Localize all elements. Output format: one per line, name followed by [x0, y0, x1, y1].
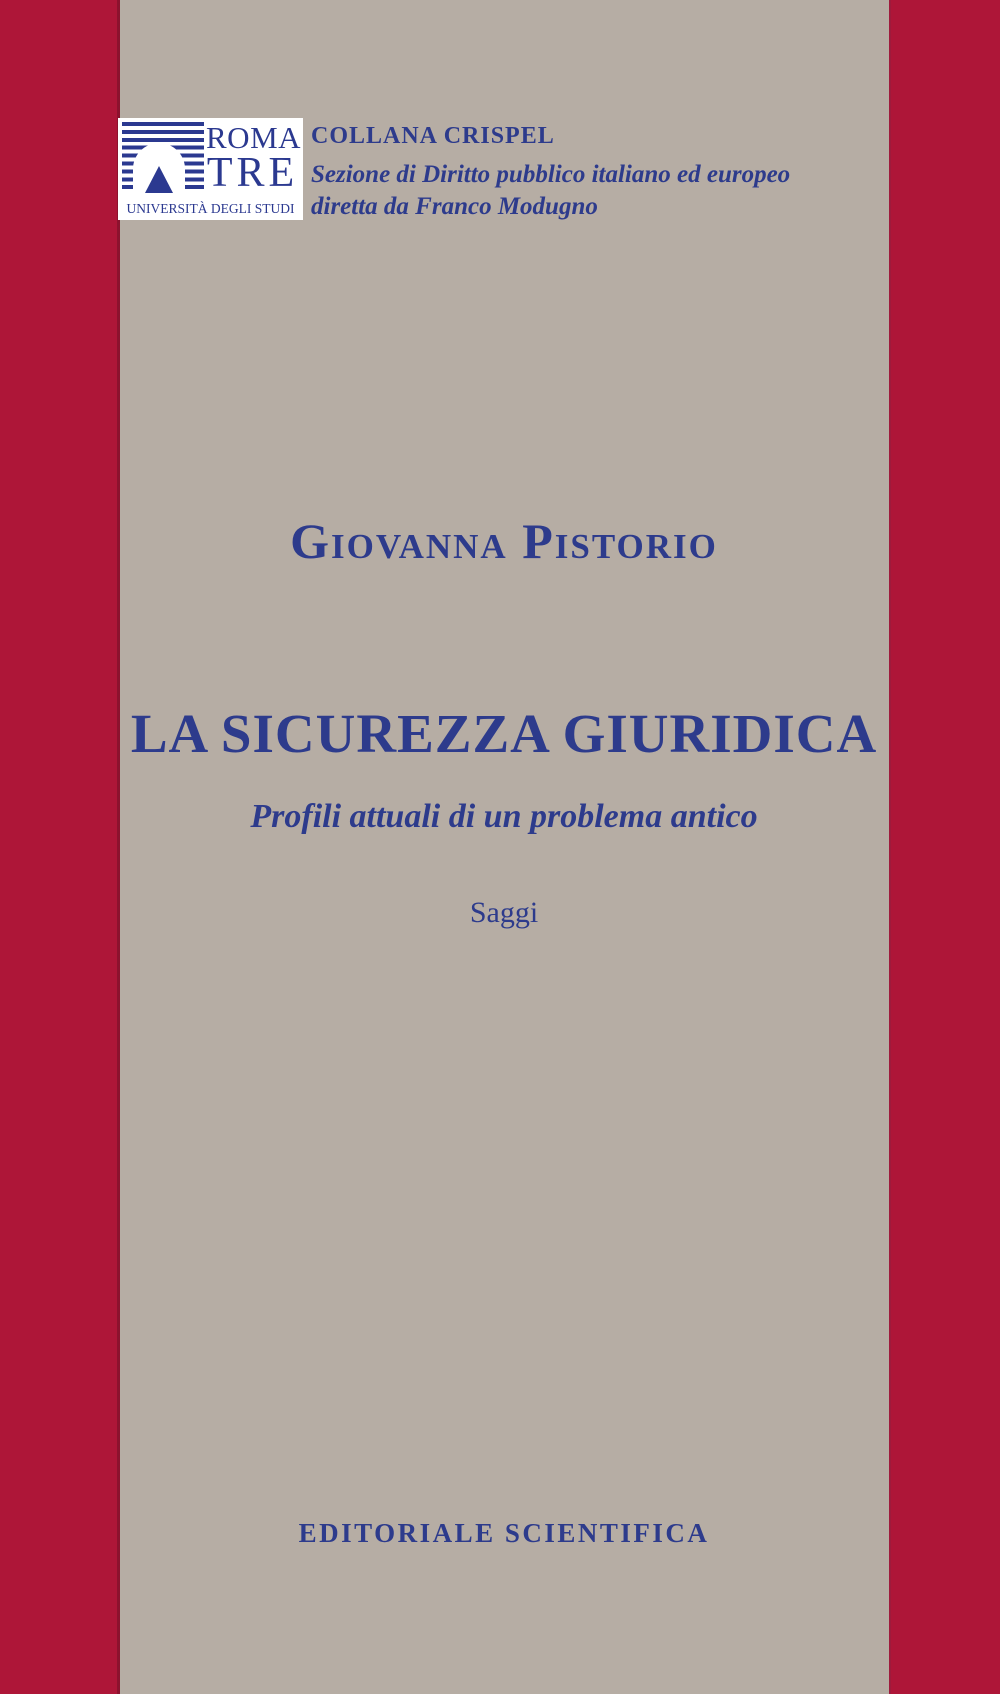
author-name: Giovanna Pistorio — [290, 513, 718, 569]
series-collana-label: COLLANA CRISPEL — [311, 123, 555, 149]
logo-triangle-icon — [145, 166, 173, 193]
book-title: LA SICUREZZA GIURIDICA — [130, 703, 878, 764]
series-header — [311, 124, 790, 219]
roma-tre-logo — [118, 118, 303, 220]
series-director-label: diretta da Franco Modugno — [311, 193, 598, 220]
series-sezione-label: Sezione di Diritto pubblico italiano ed europeo — [311, 161, 791, 188]
book-subtitle: Profili attuali di un problema antico — [250, 798, 758, 835]
cover-center-panel — [117, 0, 891, 1694]
logo-stripes-icon — [122, 122, 204, 193]
series-label: Saggi — [469, 896, 539, 929]
logo-tre-text: TRE — [206, 150, 299, 196]
logo-wordmark — [206, 118, 301, 194]
publisher-name: EDITORIALE SCIENTIFICA — [298, 1518, 710, 1548]
logo-university-text: UNIVERSITÀ DEGLI STUDI — [126, 201, 295, 216]
logo-roma-text: ROMA — [206, 120, 302, 155]
logo-arch-icon — [133, 143, 185, 197]
